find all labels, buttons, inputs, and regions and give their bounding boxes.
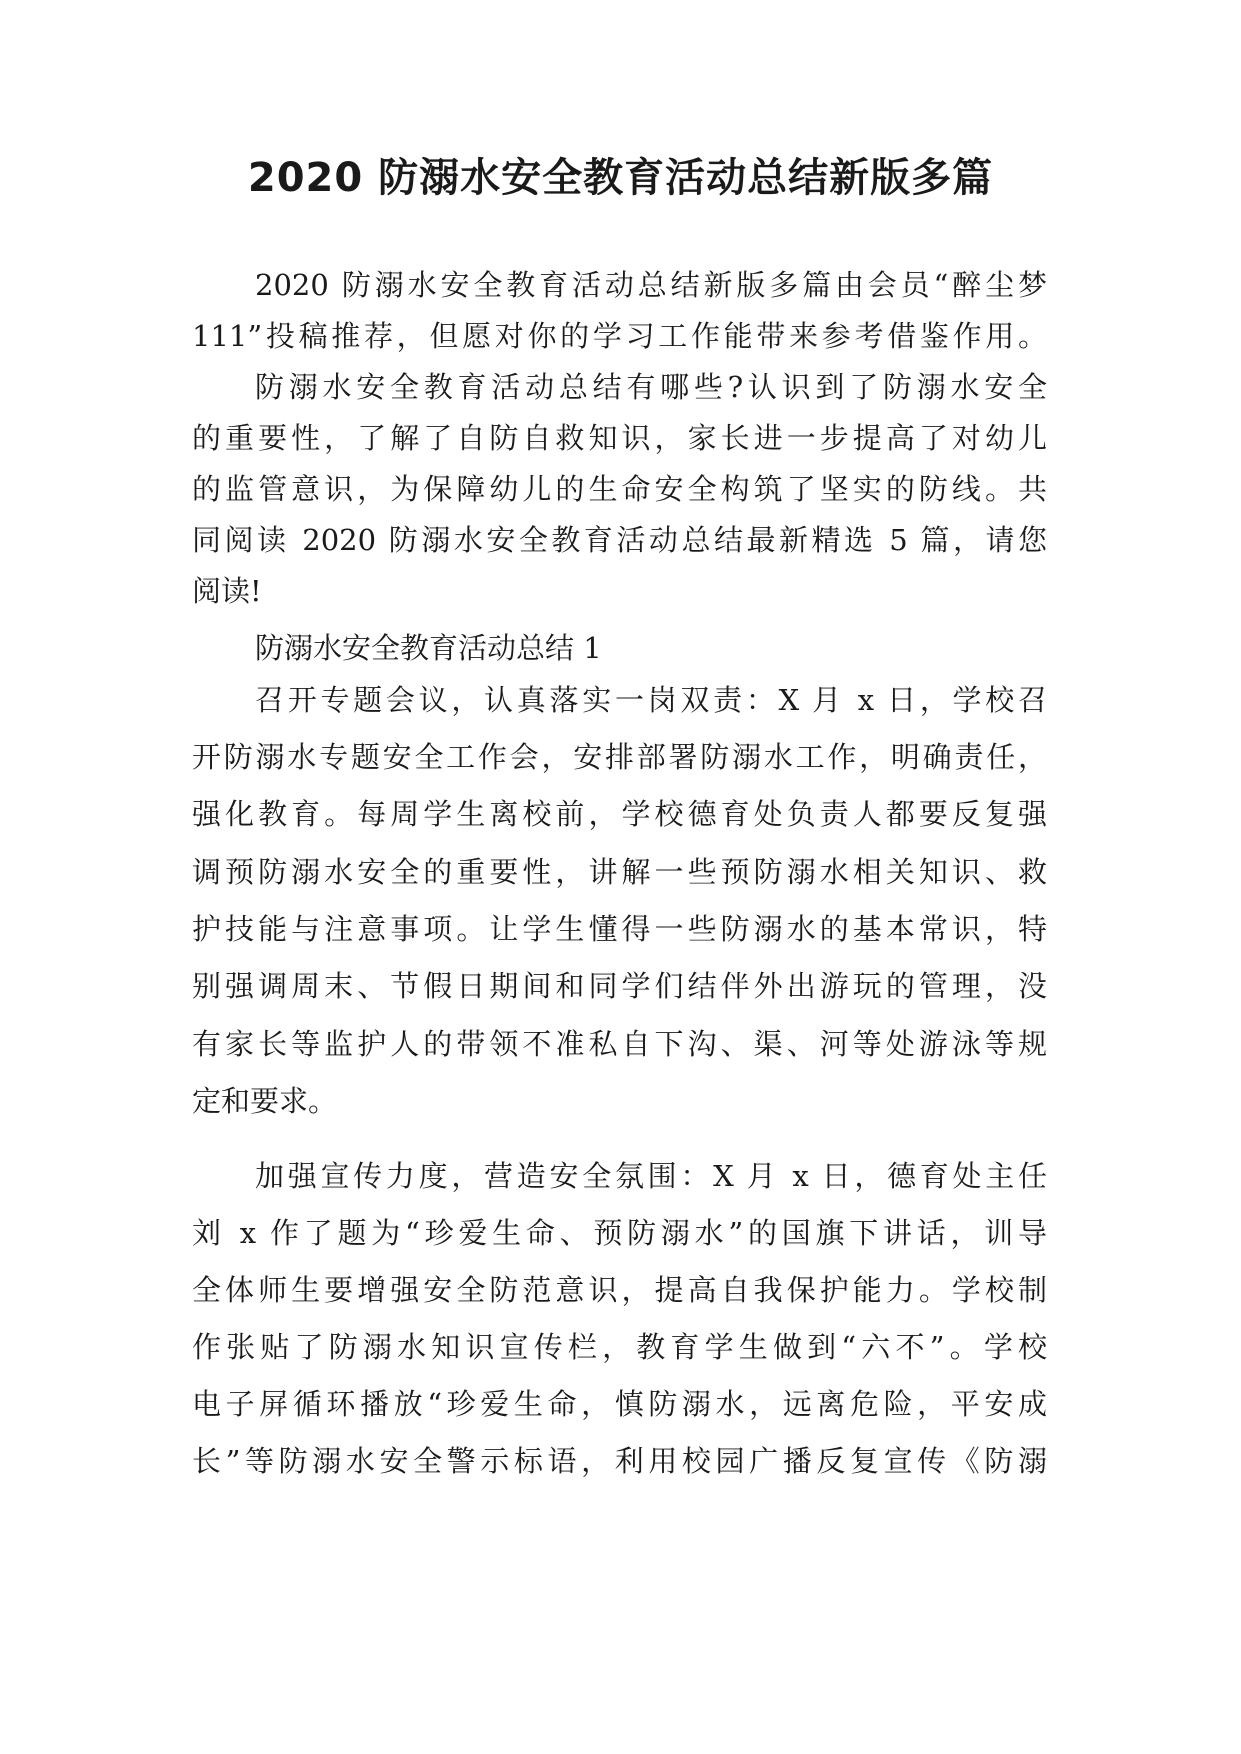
paragraph-line: 防溺水安全教育活动总结有哪些?认识到了防溺水安全	[255, 370, 1047, 404]
paragraph-line: 长”等防溺水安全警示标语，利用校园广播反复宣传《防溺	[192, 1444, 1047, 1478]
paragraph-line: 有家长等监护人的带领不准私自下沟、渠、河等处游泳等规	[192, 1027, 1047, 1061]
document-title: 2020 防溺水安全教育活动总结新版多篇	[247, 155, 994, 201]
paragraph-line: 的监管意识，为保障幼儿的生命安全构筑了坚实的防线。共	[192, 472, 1047, 506]
paragraph-line: 护技能与注意事项。让学生懂得一些防溺水的基本常识，特	[192, 912, 1047, 946]
paragraph-line: 作张贴了防溺水知识宣传栏，教育学生做到“六不”。学校	[192, 1330, 1047, 1364]
paragraph-line: 开防溺水专题安全工作会，安排部署防溺水工作，明确责任，	[192, 740, 1047, 774]
paragraph-line: 刘 x 作了题为“珍爱生命、预防溺水”的国旗下讲话，训导	[192, 1216, 1047, 1250]
paragraph-line: 阅读!	[192, 574, 262, 608]
paragraph-line: 电子屏循环播放“珍爱生命，慎防溺水，远离危险，平安成	[192, 1387, 1047, 1421]
paragraph-line: 调预防溺水安全的重要性，讲解一些预防溺水相关知识、救	[192, 855, 1047, 889]
paragraph-line: 定和要求。	[192, 1084, 338, 1118]
paragraph-line: 召开专题会议，认真落实一岗双责：X 月 x 日，学校召	[255, 683, 1047, 717]
paragraph-line: 强化教育。每周学生离校前，学校德育处负责人都要反复强	[192, 797, 1047, 831]
paragraph-line: 别强调周末、节假日期间和同学们结伴外出游玩的管理，没	[192, 969, 1047, 1003]
paragraph-line: 的重要性，了解了自防自救知识，家长进一步提高了对幼儿	[192, 421, 1047, 455]
paragraph-line: 同阅读 2020 防溺水安全教育活动总结最新精选 5 篇，请您	[192, 523, 1047, 557]
paragraph-line: 全体师生要增强安全防范意识，提高自我保护能力。学校制	[192, 1273, 1047, 1307]
paragraph-line: 111”投稿推荐，但愿对你的学习工作能带来参考借鉴作用。	[192, 319, 1047, 353]
paragraph-line: 加强宣传力度，营造安全氛围：X 月 x 日，德育处主任	[255, 1159, 1047, 1193]
paragraph-line: 2020 防溺水安全教育活动总结新版多篇由会员“醉尘梦	[255, 268, 1047, 302]
section-heading: 防溺水安全教育活动总结 1	[255, 631, 602, 665]
